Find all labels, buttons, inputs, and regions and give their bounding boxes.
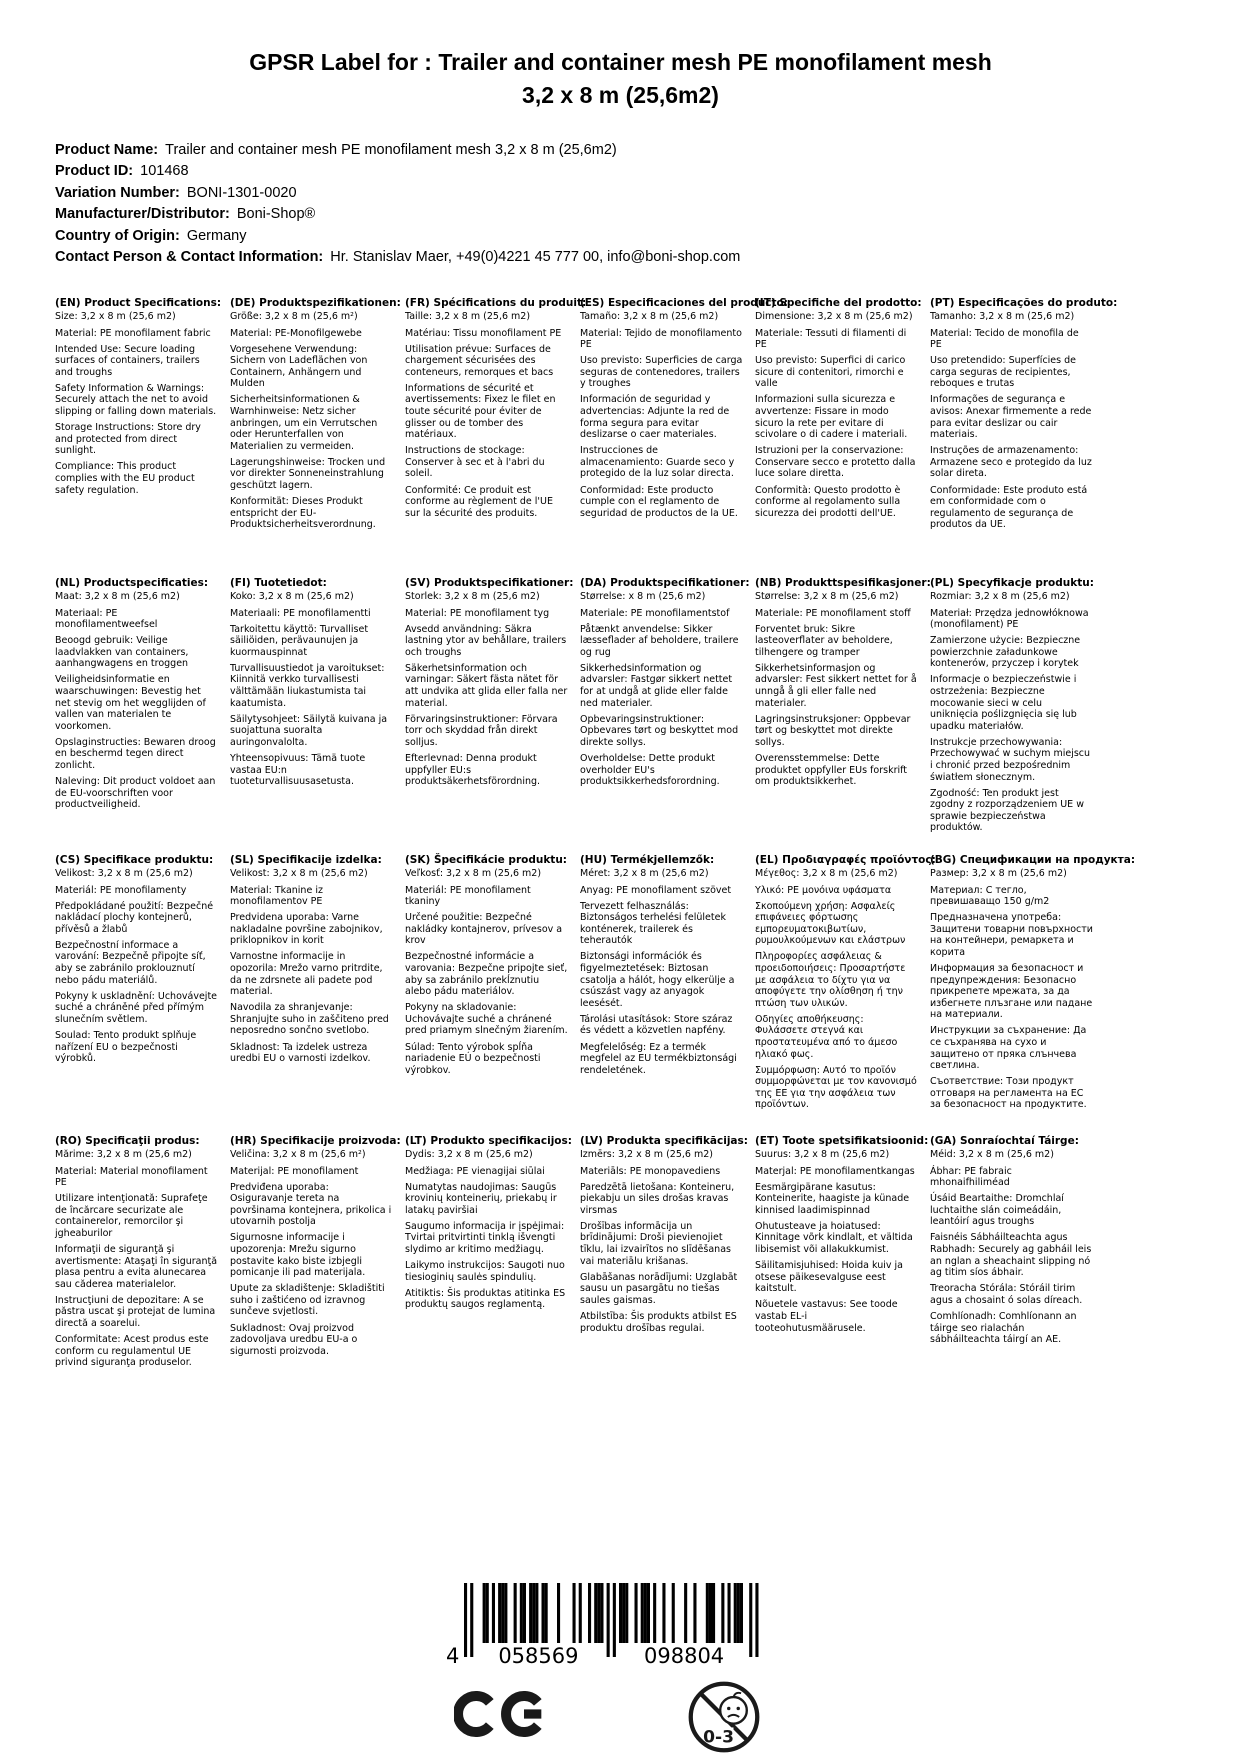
lang-paragraph: Størrelse: 3,2 x 8 m (25,6 m2) [755, 591, 899, 603]
lang-paragraph: Tamanho: 3,2 x 8 m (25,6 m2) [930, 311, 1075, 323]
lang-paragraph: Navodila za shranjevanje: Shranjujte suho in zaščiteno pred neposredno sončno svetlobo. [230, 1002, 389, 1037]
lang-paragraph: Tarkoitettu käyttö: Turvalliset säiliöiden, perävaunujen ja kuormauspinnat [230, 623, 369, 658]
lang-header: (IT) Specifiche del prodotto: [755, 296, 922, 309]
lang-paragraph: Yhteensopivuus: Tämä tuote vastaa EU:n tuoteturvallisuusasetusta. [230, 752, 366, 788]
lang-paragraph: Ohutusteave ja hoiatused: Kinnitage võrk kindlalt, et vältida libisemist või allakukkumist. [755, 1220, 913, 1256]
lang-paragraph: Saugumo informacija ir įspėjimai: Tvirtai pritvirtinti tinklą išvengti slydimo ar kritimo medžiagų. [405, 1220, 565, 1256]
lang-header: (NL) Productspecificaties: [55, 576, 209, 589]
lang-paragraph: Πληροφορίες ασφάλειας & προειδοποιήσεις: Προσαρτήστε με ασφάλεια το δίχτυ για να αποφύγετε την ολίσθηση ή την πτώση των υλικών. [755, 951, 906, 1009]
lang-paragraph: Méid: 3,2 x 8 m (25,6 m2) [930, 1149, 1054, 1161]
lang-paragraph: Úsáid Beartaithe: Dromchlaí luchtaithe slán coimeádáin, leantóirí agus troughs [930, 1193, 1064, 1228]
lang-paragraph: Treoracha Stórála: Stóráil tirim agus a chosaint ó solas díreach. [930, 1283, 1083, 1306]
lang-paragraph: Säilitamisjuhised: Hoida kuiv ja otsese päikesevalguse eest kaitstult. [755, 1260, 903, 1295]
lang-paragraph: Material: Tejido de monofilamento PE [580, 327, 742, 351]
lang-paragraph: Nõuetele vastavus: See toode vastab EL-i tooteohutusmäärusele. [755, 1299, 898, 1334]
lang-paragraph: Materiaal: PE monofilamentweefsel [55, 607, 158, 631]
lang-paragraph: Paredzētā lietošana: Konteineru, piekabju un siles drošas kravas virsmas [580, 1181, 735, 1216]
lang-paragraph: Conformidade: Este produto está em conformidade com o regulamento de segurança de produtos da UE. [930, 484, 1088, 531]
lang-paragraph: Predvidena uporaba: Varne nakladalne površine zabojnikov, priklopnikov in korit [230, 912, 383, 947]
lang-paragraph: Инструкции за съхранение: Да се съхранява на сухо и защитено от пряка слънчева светлина. [930, 1025, 1087, 1072]
lang-paragraph: Pokyny k uskladnění: Uchovávejte suché a chráněné před přímým slunečním světlem. [55, 990, 218, 1025]
compliance-icons-row [438, 1679, 768, 1755]
lang-paragraph: Materiał: Przędza jednowłóknowa (monofilament) PE [930, 607, 1089, 631]
lang-header: (LV) Produkta specifikācijas: [580, 1134, 748, 1147]
barcode-digits: 058569 [498, 1643, 579, 1668]
lang-paragraph: Conformità: Questo prodotto è conforme al regolamento sulla sicurezza dei prodotti dell'UE. [755, 484, 901, 519]
barcode-section [438, 1583, 768, 1755]
lang-paragraph: Materiale: PE monofilament stoff [755, 607, 911, 619]
lang-paragraph: Soulad: Tento produkt splňuje nařízení EU o bezpečnosti výrobků. [55, 1029, 197, 1065]
lang-paragraph: Uso previsto: Superficies de carga seguras de contenedores, trailers y troughes [580, 355, 743, 390]
lang-paragraph: Vorgesehene Verwendung: Sichern von Ladeflächen von Containern, Anhängern und Mulden [230, 343, 368, 390]
lang-paragraph: Beoogd gebruik: Veilige laadvlakken van containers, aanhangwagens en troggen [55, 635, 189, 670]
product-field-value: Boni-Shop® [236, 206, 316, 223]
product-field-label: Product ID: [55, 163, 134, 180]
lang-paragraph: Informaţii de siguranţă şi avertismente: Ataşaţi în siguranţă plasa pentru a evita alunecarea sau căderea materialelor. [55, 1244, 218, 1290]
lang-paragraph: Overensstemmelse: Dette produktet oppfyller EUs forskrift om produktsikkerhet. [755, 752, 908, 788]
lang-header: (ES) Especificaciones del producto: [580, 296, 788, 309]
lang-block-lv [580, 1134, 748, 1435]
lang-paragraph: Utilisation prévue: Surfaces de chargement sécurisées des conteneurs, remorques et bacs [405, 343, 554, 378]
lang-paragraph: Conformité: Ce produit est conforme au règlement de l'UE sur la sécurité des produits. [405, 484, 553, 519]
lang-block-hr [230, 1134, 401, 1435]
lang-paragraph: Conformitate: Acest produs este conform cu regulamentul UE privind siguranţa produselor. [55, 1334, 209, 1369]
lang-paragraph: Material: PE monofilament fabric [55, 327, 211, 339]
lang-header: (FR) Spécifications du produit: [405, 296, 587, 309]
lang-paragraph: Avsedd användning: Säkra lastning ytor av behållare, trailers och troughs [405, 623, 567, 658]
lang-paragraph: Uso pretendido: Superfícies de carga seguras de recipientes, reboques e trutas [930, 355, 1076, 390]
barcode-digits: 4 [446, 1643, 460, 1668]
age-warning-0-3-icon [686, 1679, 762, 1755]
lang-block-ro [55, 1135, 218, 1435]
lang-block-pt [930, 296, 1118, 577]
lang-paragraph: Съответствие: Този продукт отговаря на регламента на ЕС за безопасност на продуктите. [930, 1076, 1087, 1111]
lang-paragraph: Súlad: Tento výrobok spĺňa nariadenie EÚ o bezpečnosti výrobkov. [405, 1041, 541, 1076]
lang-block-de [230, 296, 401, 577]
lang-paragraph: Informacje o bezpieczeństwie i ostrzeżenia: Bezpieczne mocowanie sieci w celu uniknięcia poślizgnięcia się lub upadku materiałów. [930, 674, 1077, 732]
lang-paragraph: Medžiaga: PE vienagijai siūlai [405, 1165, 545, 1177]
svg-text:0-3: 0-3 [703, 1727, 734, 1748]
lang-block-fr [405, 296, 587, 577]
lang-paragraph: Zamierzone użycie: Bezpieczne powierzchnie załadunkowe kontenerów, przyczep i korytek [930, 635, 1081, 670]
lang-paragraph: Zgodność: Ten produkt jest zgodny z rozporządzeniem UE w sprawie bezpieczeństwa produktów. [930, 787, 1084, 834]
lang-paragraph: Materiaali: PE monofilamentti [230, 607, 371, 619]
lang-paragraph: Varnostne informacije in opozorila: Mrežo varno pritrdite, da ne zdrsnete ali padete pod material. [230, 951, 383, 998]
product-field-manufacturer [55, 204, 1241, 226]
lang-paragraph: Konformität: Dieses Produkt entspricht der EU-Produktsicherheitsverordnung. [230, 496, 376, 531]
lang-paragraph: Instrukcje przechowywania: Przechowywać w suchym miejscu i chronić przed bezpośrednim światłem słonecznym. [930, 736, 1091, 783]
ce-mark-icon [454, 1679, 554, 1749]
lang-paragraph: Maat: 3,2 x 8 m (25,6 m2) [55, 591, 180, 603]
lang-paragraph: Koko: 3,2 x 8 m (25,6 m2) [230, 591, 354, 603]
lang-paragraph: Upute za skladištenje: Skladištiti suho i zaštićeno od izravnog sunčeve svjetlosti. [230, 1283, 385, 1318]
lang-paragraph: Sukladnost: Ovaj proizvod zadovoljava uredbu EU-a o sigurnosti proizvoda. [230, 1322, 358, 1357]
lang-paragraph: Instrucţiuni de depozitare: A se păstra uscat şi protejat de lumina directă a soarelui. [55, 1294, 216, 1329]
lang-block-da [580, 576, 750, 854]
lang-paragraph: Atitiktis: Šis produktas atitinka ES produktų saugos reglamentą. [405, 1287, 566, 1311]
lang-paragraph: Velikost: 3,2 x 8 m (25,6 m2) [55, 868, 193, 880]
product-info [55, 140, 1241, 269]
lang-paragraph: Ábhar: PE fabraic mhonaifhiliméad [930, 1165, 1012, 1189]
lang-paragraph: Säilytysohjeet: Säilytä kuivana ja suojattuna suoralta auringonvalolta. [230, 713, 388, 748]
lang-header: (GA) Sonraíochtaí Táirge: [930, 1134, 1079, 1147]
lang-block-en [55, 296, 222, 577]
lang-header: (NB) Produkttspesifikasjoner: [755, 576, 931, 589]
language-specs-grid [55, 297, 1241, 1435]
ean13-barcode [438, 1583, 768, 1669]
product-field-contact [55, 247, 1241, 269]
lang-paragraph: Predviđena uporaba: Osiguravanje tereta na površinama kontejnera, prikolica i utovarnih postolja [230, 1181, 392, 1228]
lang-header: (PL) Specyfikacje produktu: [930, 576, 1094, 589]
lang-block-pl [930, 577, 1093, 854]
lang-paragraph: Tamaño: 3,2 x 8 m (25,6 m2) [580, 311, 719, 323]
lang-paragraph: Velikost: 3,2 x 8 m (25,6 m2) [230, 868, 368, 880]
lang-block-hu [580, 854, 743, 1135]
lang-paragraph: Μέγεθος: 3,2 x 8 m (25,6 m2) [755, 868, 898, 880]
lang-header: (HU) Termékjellemzők: [580, 853, 715, 866]
lang-paragraph: Méret: 3,2 x 8 m (25,6 m2) [580, 868, 709, 880]
product-field-value: BONI-1301-0020 [186, 184, 297, 201]
lang-paragraph: Rozmiar: 3,2 x 8 m (25,6 m2) [930, 591, 1070, 603]
lang-paragraph: Faisnéis Sábháilteachta agus Rabhadh: Securely ag gabháil leis an nglan a sheachaint slipping nó ag titim síos ábhair. [930, 1232, 1092, 1279]
lang-paragraph: Οδηγίες αποθήκευσης: Φυλάσσετε στεγνά και προστατευμένα από το άμεσο ηλιακό φως. [755, 1013, 898, 1060]
lang-paragraph: Instructions de stockage: Conserver à sec et à l'abri du soleil. [405, 445, 545, 480]
lang-block-sk [405, 854, 568, 1135]
lang-header: (SL) Specifikacije izdelka: [230, 853, 382, 866]
lang-block-lt [405, 1134, 572, 1435]
lang-block-el [755, 853, 936, 1135]
lang-paragraph: Comhlíonadh: Comhlíonann an táirge seo rialachán sábháilteachta táirgí an AE. [930, 1310, 1077, 1346]
lang-paragraph: Storlek: 3,2 x 8 m (25,6 m2) [405, 591, 540, 603]
lang-block-nl [55, 577, 218, 854]
lang-block-fi [230, 577, 393, 854]
lang-paragraph: Υλικό: PE μονόινα υφάσματα [755, 884, 892, 896]
lang-paragraph: Glabāšanas norādījumi: Uzglabāt sausu un pasargātu no tiešas saules gaismas. [580, 1271, 738, 1306]
lang-paragraph: Opbevaringsinstruktioner: Opbevares tørt og beskyttet mod direkte sollys. [580, 713, 739, 748]
lang-paragraph: Efterlevnad: Denna produkt uppfyller EU:s produktsäkerhetsförordning. [405, 752, 541, 788]
product-field-id [55, 161, 1241, 183]
lang-header: (FI) Tuotetiedot: [230, 576, 327, 589]
lang-block-bg [930, 853, 1136, 1135]
lang-block-et [755, 1134, 929, 1435]
lang-header: (SK) Špecifikácie produktu: [405, 853, 568, 866]
lang-paragraph: Dimensione: 3,2 x 8 m (25,6 m2) [755, 311, 913, 323]
barcode-digits: 098804 [644, 1643, 725, 1668]
lang-header: (SV) Produktspecifikationer: [405, 576, 574, 589]
lang-header: (LT) Produkto specifikacijos: [405, 1134, 572, 1147]
lang-paragraph: Materiale: PE monofilamentstof [580, 607, 730, 619]
lang-paragraph: Materijal: PE monofilament [230, 1165, 359, 1177]
lang-paragraph: Información de seguridad y advertencias: Adjunte la red de forma segura para evitar deslizarse o caer materiales. [580, 394, 730, 441]
lang-paragraph: Lagringsinstruksjoner: Oppbevar tørt og beskyttet mot direkte sollys. [755, 713, 911, 748]
product-field-label: Variation Number: [55, 184, 180, 201]
lang-header: (HR) Specifikacije proizvoda: [230, 1134, 401, 1147]
lang-header: (RO) Specificaţii produs: [55, 1134, 200, 1147]
lang-paragraph: Veličina: 3,2 x 8 m (25,6 m²) [230, 1149, 366, 1161]
lang-paragraph: Instruções de armazenamento: Armazene seco e protegido da luz solar direta. [930, 445, 1092, 480]
product-field-label: Product Name: [55, 141, 159, 158]
lang-paragraph: Intended Use: Secure loading surfaces of containers, trailers and troughs [55, 343, 200, 378]
lang-paragraph: Určené použitie: Bezpečné nakládky kontajnerov, prívesov a krov [405, 912, 563, 947]
lang-paragraph: Størrelse: x 8 m (25,6 m2) [580, 591, 706, 603]
lang-paragraph: Material: Tkanine iz monofilamentov PE [230, 884, 323, 908]
lang-paragraph: Materiál: PE monofilamenty [55, 884, 187, 896]
lang-paragraph: Izmērs: 3,2 x 8 m (25,6 m2) [580, 1149, 713, 1161]
lang-paragraph: Laikymo instrukcijos: Saugoti nuo tiesioginių saulės spindulių. [405, 1260, 565, 1283]
lang-header: (BG) Спецификации на продукта: [930, 853, 1136, 866]
lang-block-es [580, 296, 788, 577]
lang-paragraph: Sicherheitsinformationen & Warnhinweise: Netz sicher anbringen, um ein Verrutschen oder Herunterfallen von Materialien zu vermeiden. [230, 394, 378, 452]
lang-header: (DE) Produktspezifikationen: [230, 296, 401, 309]
lang-block-cs [55, 854, 218, 1135]
page-title [0, 0, 1241, 113]
lang-paragraph: Sikkerhetsinformasjon og advarsler: Fest sikkert nettet for å unngå å gli eller falle ned materialer. [755, 662, 917, 709]
lang-paragraph: Material: Material monofilament PE [55, 1165, 208, 1189]
lang-paragraph: Forventet bruk: Sikre lasteoverflater av beholdere, tilhengere og tramper [755, 623, 893, 658]
lang-header: (DA) Produktspecifikationer: [580, 576, 750, 589]
lang-paragraph: Material: PE monofilament tyg [405, 607, 550, 619]
product-field-value: Trailer and container mesh PE monofilament mesh 3,2 x 8 m (25,6m2) [165, 141, 617, 158]
lang-paragraph: Dydis: 3,2 x 8 m (25,6 m2) [405, 1149, 533, 1161]
lang-paragraph: Anyag: PE monofilament szövet [580, 884, 732, 896]
lang-paragraph: Naleving: Dit product voldoet aan de EU-voorschriften voor productveiligheid. [55, 776, 216, 811]
lang-paragraph: Conformidad: Este producto cumple con el reglamento de seguridad de productos de la UE. [580, 484, 738, 519]
lang-paragraph: Tervezett felhasználás: Biztonságos terhelési felületek konténerek, trailerek és teherautók [580, 900, 726, 947]
lang-paragraph: Mărime: 3,2 x 8 m (25,6 m2) [55, 1149, 192, 1161]
lang-paragraph: Material: Tecido de monofila de PE [930, 327, 1079, 351]
lang-paragraph: Compliance: This product complies with the EU product safety regulation. [55, 461, 195, 496]
lang-paragraph: Instrucciones de almacenamiento: Guarde seco y protegido de la luz solar directa. [580, 445, 735, 480]
lang-block-nb [755, 576, 931, 854]
product-field-value: 101468 [140, 163, 189, 180]
lang-paragraph: Eesmärgipärane kasutus: Konteinerite, haagiste ja künade kinnised laadimispinnad [755, 1181, 910, 1216]
lang-paragraph: Materiale: Tessuti di filamenti di PE [755, 327, 907, 351]
lang-paragraph: Sikkerhedsinformation og advarsler: Fastgør sikkert nettet for at undgå at glide eller falde ned materialer. [580, 662, 733, 709]
lang-paragraph: Taille: 3,2 x 8 m (25,6 m2) [405, 311, 531, 323]
lang-paragraph: Συμμόρφωση: Αυτό το προϊόν συμμορφώνεται με τον κανονισμό της ΕΕ για την ασφάλεια των προϊόντων. [755, 1064, 917, 1111]
lang-paragraph: Materiál: PE monofilament tkaniny [405, 884, 531, 908]
lang-header: (ET) Toote spetsifikatsioonid: [755, 1134, 929, 1147]
lang-paragraph: Overholdelse: Dette produkt overholder EU's produktsikkerhedsforordning. [580, 752, 720, 788]
lang-paragraph: Biztonsági információk és figyelmeztetések: Biztosan csatolja a hálót, hogy elkerülje a csúszást vagy az anyagok leesését. [580, 951, 735, 1009]
product-field-variation [55, 183, 1241, 205]
lang-paragraph: Safety Information & Warnings: Securely attach the net to avoid slipping or falling down materials. [55, 382, 217, 418]
lang-paragraph: Numatytas naudojimas: Saugūs krovinių konteinerių, priekabų ir latakų paviršiai [405, 1181, 557, 1216]
lang-paragraph: Opslaginstructies: Bewaren droog en beschermd tegen direct zonlicht. [55, 736, 216, 771]
lang-header: (PT) Especificações do produto: [930, 296, 1118, 309]
lang-paragraph: Informations de sécurité et avertissements: Fixez le filet en toute sécurité pour éviter de glisser ou de tomber des matériaux. [405, 382, 556, 441]
product-field-label: Contact Person & Contact Information: [55, 249, 324, 266]
lang-paragraph: Veiligheidsinformatie en waarschuwingen: Bevestig het net stevig om het wegglijden of vallen van materialen te voorkomen. [55, 674, 206, 732]
lang-paragraph: Предназначена употреба: Защитени товарни повърхности на контейнери, ремаркета и корита [930, 912, 1093, 958]
lang-paragraph: Megfelelőség: Ez a termék megfelel az EU termékbiztonsági rendeletének. [580, 1041, 737, 1076]
product-field-country [55, 226, 1241, 248]
product-field-value: Germany [186, 227, 247, 244]
lang-block-sl [230, 854, 393, 1135]
lang-paragraph: Uso previsto: Superfici di carico sicure di contenitori, rimorchi e valle [755, 355, 906, 390]
lang-paragraph: Informazioni sulla sicurezza e avvertenze: Fissare in modo sicuro la rete per evitare di scivolare o di cadere i materiali. [755, 394, 908, 441]
lang-paragraph: Matériau: Tissu monofilament PE [405, 327, 562, 339]
lang-paragraph: Информация за безопасност и предупреждения: Безопасно прикрепете мрежата, за да избегнете плъзгане или падане на материали. [930, 963, 1093, 1021]
product-field-label: Manufacturer/Distributor: [55, 206, 230, 223]
page-title-line2: 3,2 x 8 m (25,6m2) [522, 82, 719, 109]
lang-paragraph: Bezpečnostné informácie a varovania: Bezpečne pripojte sieť, aby sa zabránilo prekĺznutiu alebo pádu materiálov. [405, 951, 568, 998]
lang-paragraph: Bezpečnostní informace a varování: Bezpečně připojte síť, aby se zabránilo proklouznutí nebo pádu materiálů. [55, 939, 206, 986]
lang-paragraph: Předpokládané použití: Bezpečné nakládací plochy kontejnerů, přívěsů a žlabů [55, 900, 214, 935]
lang-paragraph: Istruzioni per la conservazione: Conservare secco e protetto dalla luce solare diretta. [755, 445, 916, 480]
lang-paragraph: Suurus: 3,2 x 8 m (25,6 m2) [755, 1149, 890, 1161]
lang-paragraph: Größe: 3,2 x 8 m (25,6 m²) [230, 311, 358, 323]
lang-paragraph: Drošības informācija un brīdinājumi: Droši pievienojiet tīklu, lai izvairītos no slīdēšanas vai materiālu krišanas. [580, 1220, 731, 1267]
lang-paragraph: Tárolási utasítások: Store száraz és védett a közvetlen napfény. [580, 1013, 733, 1037]
lang-paragraph: Lagerungshinweise: Trocken und vor direkter Sonneneinstrahlung geschützt lagern. [230, 456, 386, 491]
page-title-line1: GPSR Label for : Trailer and container mesh PE monofilament mesh [249, 49, 992, 75]
lang-paragraph: Размер: 3,2 x 8 m (25,6 m2) [930, 868, 1067, 880]
lang-paragraph: Pokyny na skladovanie: Uchovávajte suché a chránené pred priamym slnečným žiarením. [405, 1002, 568, 1037]
lang-paragraph: Skladnost: Ta izdelek ustreza uredbi EU o varnosti izdelkov. [230, 1041, 371, 1065]
lang-paragraph: Säkerhetsinformation och varningar: Säkert fästa nätet för att undvika att glida eller falla ner material. [405, 662, 568, 709]
lang-paragraph: Utilizare intenţionată: Suprafeţe de încărcare securizate ale containerelor, remorcilor şi jgheaburilor [55, 1193, 208, 1239]
lang-header: (EL) Προδιαγραφές προϊόντος: [755, 853, 936, 866]
lang-paragraph: Materjal: PE monofilamentkangas [755, 1165, 915, 1177]
lang-paragraph: Materiāls: PE monopavediens [580, 1165, 721, 1177]
lang-block-it [755, 296, 922, 577]
lang-paragraph: Informações de segurança e avisos: Anexar firmemente a rede para evitar deslizar ou cair materiais. [930, 394, 1092, 441]
lang-paragraph: Материал: С тегло, превишаващо 150 g/m2 [930, 884, 1050, 908]
lang-paragraph: Σκοπούμενη χρήση: Ασφαλείς επιφάνειες φόρτωσης εμπορευματοκιβωτίων, ρυμουλκούμενων και ελάστρων [755, 900, 906, 947]
lang-block-sv [405, 576, 574, 854]
product-field-label: Country of Origin: [55, 227, 180, 244]
product-field-value: Hr. Stanislav Maer, +49(0)4221 45 777 00, info@boni-shop.com [330, 249, 741, 266]
lang-paragraph: Sigurnosne informacije i upozorenja: Mrežu sigurno postavite kako biste izbjegli pomicanje ili pad materijala. [230, 1232, 366, 1279]
lang-block-ga [930, 1135, 1093, 1435]
lang-header: (EN) Product Specifications: [55, 296, 222, 309]
lang-header: (CS) Specifikace produktu: [55, 853, 214, 866]
lang-paragraph: Size: 3,2 x 8 m (25,6 m2) [55, 311, 176, 323]
lang-paragraph: Turvallisuustiedot ja varoitukset: Kiinnitä verkko turvallisesti välttämään liukastumista tai kaatumista. [230, 662, 385, 709]
lang-paragraph: Material: PE-Monofilgewebe [230, 327, 362, 339]
lang-paragraph: Storage Instructions: Store dry and protected from direct sunlight. [55, 422, 201, 457]
lang-paragraph: Påtænkt anvendelse: Sikker læsseflader af beholdere, trailere og rug [580, 623, 739, 658]
lang-paragraph: Förvaringsinstruktioner: Förvara torr och skyddad från direkt solljus. [405, 713, 558, 748]
lang-paragraph: Veľkosť: 3,2 x 8 m (25,6 m2) [405, 868, 542, 880]
product-field-name [55, 140, 1241, 162]
lang-paragraph: Atbilstība: Šis produkts atbilst ES produktu drošības regulai. [580, 1310, 737, 1334]
